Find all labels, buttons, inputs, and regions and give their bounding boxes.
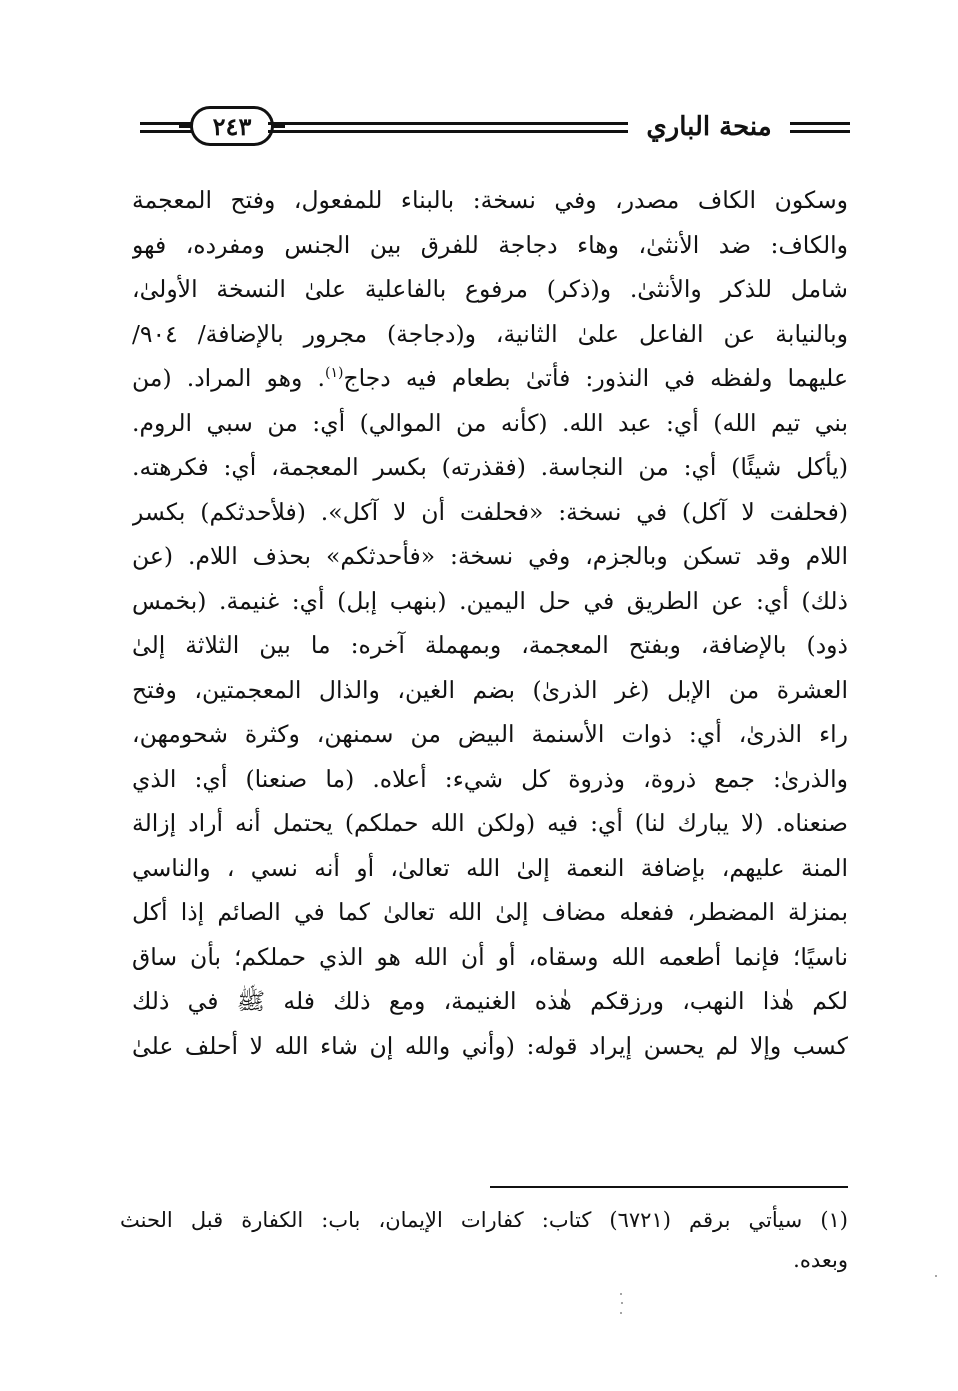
main-text [132,178,848,1068]
text-line: اللام وقد تسكن وبالجزم، وفي نسخة: «فأحدثكم» بحذف اللام. (عن [132,542,848,570]
footnotes [120,1200,848,1280]
text-line: كسب وإلا لم يحسن إيراد قوله: (وأني والله إن شاء الله لا أحلف علىٰ [132,1031,848,1060]
text-line: ذلك) أي: عن الطريق في حل اليمين. (بنهب إبل) أي: غنيمة. (بخمس [132,586,848,615]
footnote-line: وبعده. [793,1248,848,1272]
header-rule-right [790,122,850,134]
footnote-separator [490,1186,848,1188]
text-line: المنة عليهم، بإضافة النعمة إلىٰ الله تعالىٰ، أو أنه نسي ، والناسي [132,853,848,882]
text-line: صنعناه. (لا يبارك لنا) أي: فيه (ولكن الله حملكم) يحتمل أنه أراد إزالة [132,809,848,837]
page-number-badge [190,106,274,146]
scan-speck [620,1293,622,1295]
text-line: وبالنيابة عن الفاعل علىٰ الثانية، و(دجاجة) مجرور بالإضافة/ ٩٠٤/ [132,319,848,348]
page-header [140,100,850,160]
scan-speck [621,1302,623,1304]
text-line: بمنزلة المضطر، ففعله مضاف إلىٰ الله تعالىٰ كما في الصائم إذا أكل [132,898,848,926]
text-line: وسكون الكاف مصدر، وفي نسخة: بالبناء للمفعول، وفتح المعجمة [132,186,848,214]
text-line-with-footnote [132,356,848,401]
running-title: منحة الباري [646,112,772,142]
text-line: لكم هٰذا النهب، ورزقكم هٰذه الغنيمة، ومع ذلك فله ﷺ في ذلك [132,987,848,1015]
scan-speck [620,1312,622,1314]
text-line: والذرىٰ: جمع ذروة، وذروة كل شيء: أعلاه. (ما صنعنا) أي: الذي [132,764,848,793]
text-segment: عليهما ولفظه في النذور: فأتىٰ بطعام فيه دجاج [343,364,848,392]
text-segment: . وهو المراد. (من [132,364,325,392]
footnote-line: (١) سيأتي برقم (٦٧٢١) كتاب: كفارات الإيمان، باب: الكفارة قبل الحنث [120,1208,848,1232]
text-line: ناسيًا؛ فإنما أطعمه الله وسقاه، أو أن الله هو الذي حملكم؛ بأن ساق [132,942,848,971]
page-number: ٢٤٣ [212,111,252,141]
footnote-marker: (١) [324,365,344,382]
text-line: راء الذرىٰ، أي: ذوات الأسنمة البيض من سمنهن، وكثرة شحومهن، [132,720,848,748]
text-line: والكاف: ضد الأنثىٰ، وهاء دجاجة للفرق بين الجنس ومفرده، فهو [132,230,848,259]
scan-speck [935,1275,937,1277]
text-line: بني تيم الله) أي: عبد الله. (كأنه من الموالي) أي: من سبي الروم. [132,408,848,437]
text-line: (فحلفت لا آكل) في نسخة: «فحلفت أن لا آكل». (فلأحدثكم) بكسر [132,497,848,526]
text-line: العشرة من الإبل (غر الذرىٰ) بضم الغين، والذال المعجمتين، وفتح [132,675,848,704]
text-line: (يأكل شيئًا) أي: من النجاسة. (فقذرته) بكسر المعجمة، أي: فكرهته. [132,453,848,481]
text-line: ذود) بالإضافة، وبفتح المعجمة، وبمهملة آخره: ما بين الثلاثة إلىٰ [132,631,848,659]
header-rule-middle [268,122,628,134]
text-line: شامل للذكر والأنثىٰ. و(ذكر) مرفوع بالفاعلية علىٰ النسخة الأولىٰ، [132,275,848,303]
